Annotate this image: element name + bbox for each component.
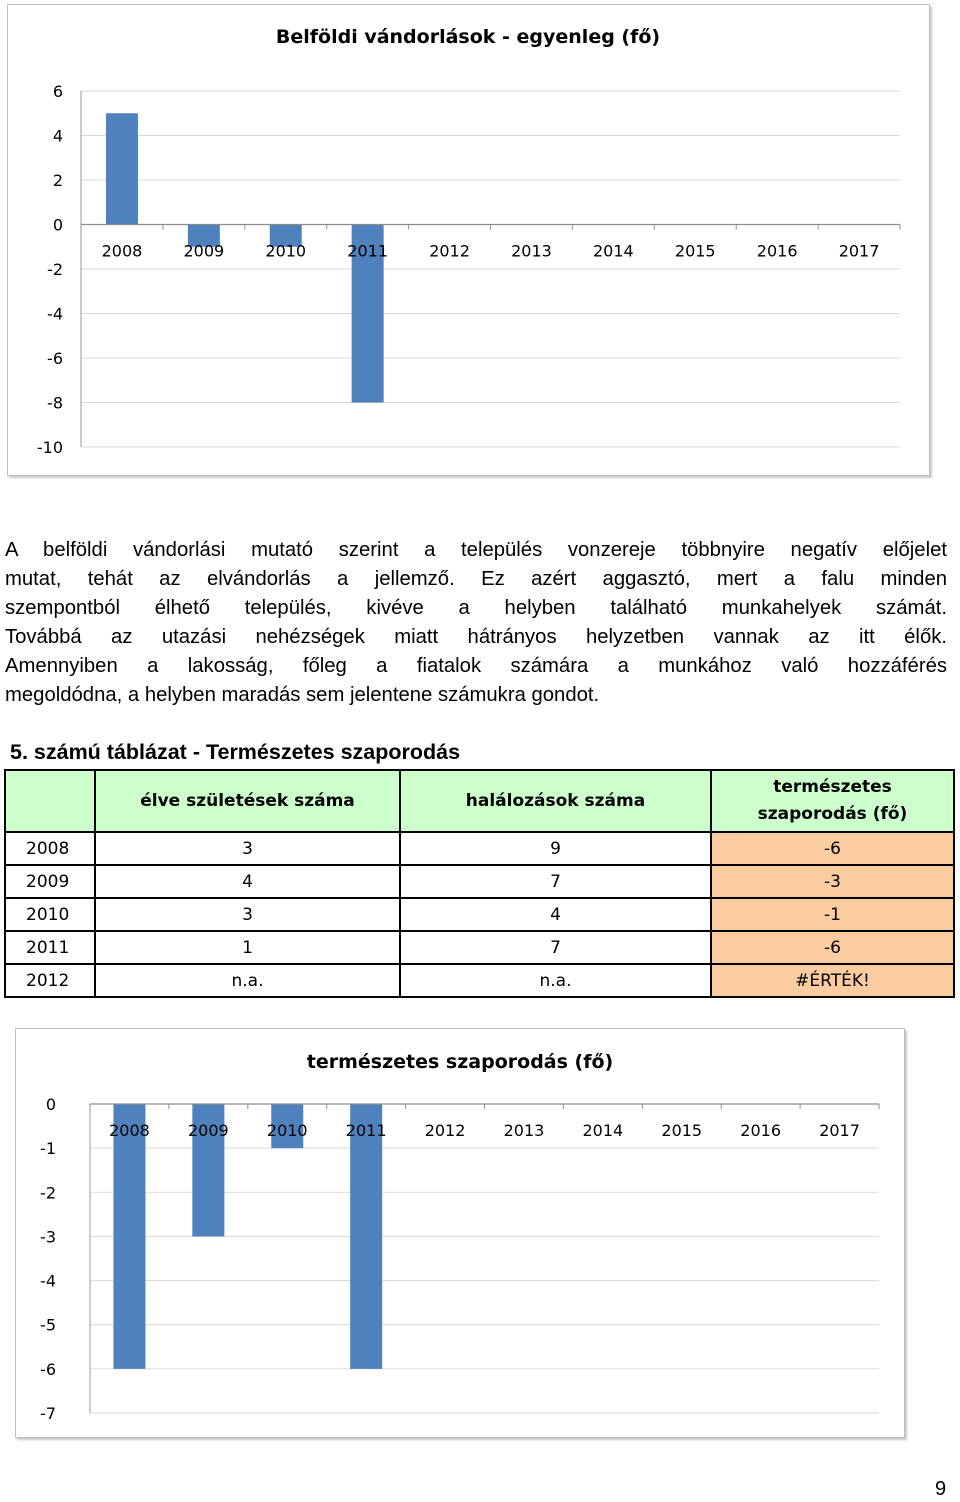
table-cell: 3: [95, 898, 400, 931]
x-tick-label: 2013: [503, 1121, 545, 1140]
paragraph-line: A belföldi vándorlási mutató szerint a település vonzereje többnyire negatív előjelet: [5, 539, 947, 561]
y-tick-label: 6: [52, 82, 63, 101]
table-header-cell: élve születések száma: [95, 770, 400, 832]
y-tick-label: -1: [40, 1139, 56, 1159]
table-cell-year: 2009: [5, 865, 95, 898]
paragraph-line: megoldódna, a helyben maradás sem jelentene számukra gondot.: [5, 684, 600, 706]
table-cell: 9: [400, 832, 711, 865]
x-tick-label: 2011: [347, 241, 389, 261]
x-tick-label: 2017: [819, 1121, 860, 1140]
chart-title: Belföldi vándorlások - egyenleg (fő): [275, 26, 661, 48]
table-cell: 7: [400, 865, 711, 898]
y-tick-label: -4: [40, 1271, 56, 1291]
table-caption: 5. számú táblázat - Természetes szaporodás: [10, 740, 461, 764]
y-tick-label: -10: [36, 438, 63, 457]
bar: [113, 1104, 145, 1369]
table-row: [5, 898, 954, 931]
x-tick-label: 2009: [183, 241, 225, 261]
table-cell-year: 2010: [5, 898, 95, 931]
paragraph-line: Amennyiben a lakosság, főleg a fiatalok számára a munkához való hozzáférés: [5, 655, 947, 677]
y-tick-label: -4: [47, 304, 63, 324]
y-tick-label: 2: [52, 171, 63, 190]
x-tick-label: 2014: [592, 241, 634, 261]
y-tick-label: -8: [47, 393, 63, 413]
x-tick-label: 2014: [582, 1121, 624, 1140]
y-tick-label: -7: [40, 1404, 56, 1423]
table-cell: -1: [711, 898, 954, 931]
table-row: [5, 865, 954, 898]
table-cell: -3: [711, 865, 954, 898]
chart-termeszetes-szaporodas: [15, 1028, 905, 1438]
table-cell: -6: [711, 931, 954, 964]
table-cell: 7: [400, 931, 711, 964]
x-tick-label: 2015: [661, 1121, 703, 1140]
x-tick-label: 2010: [266, 1121, 308, 1140]
x-tick-label: 2008: [101, 241, 143, 261]
y-tick-label: -3: [40, 1227, 56, 1247]
x-tick-label: 2010: [265, 241, 307, 261]
x-tick-label: 2017: [838, 241, 880, 261]
x-tick-label: 2011: [345, 1121, 387, 1140]
table-cell: 4: [400, 898, 711, 931]
y-tick-label: -2: [47, 260, 63, 279]
x-tick-label: 2012: [429, 241, 470, 261]
y-tick-label: -2: [40, 1183, 56, 1203]
table-cell: n.a.: [400, 964, 711, 997]
body-paragraph: [5, 536, 947, 710]
x-tick-label: 2009: [187, 1121, 229, 1140]
table-header-row: [5, 770, 954, 832]
bar: [106, 113, 138, 224]
x-tick-label: 2015: [674, 241, 716, 261]
table-cell-year: 2008: [5, 832, 95, 865]
chart-belfoldi-vandorlasok: [7, 4, 930, 476]
chart-termeszetes-szaporodas-svg: [16, 1029, 904, 1437]
table-header-cell: [5, 770, 95, 832]
y-tick-label: 0: [45, 1095, 56, 1114]
natural-increase-table: [4, 769, 955, 998]
bar: [350, 1104, 382, 1369]
paragraph-line: Továbbá az utazási nehézségek miatt hátrányos helyzetben vannak az itt élők.: [5, 626, 947, 648]
table-cell: 1: [95, 931, 400, 964]
table-cell: 4: [95, 865, 400, 898]
table-cell: #ÉRTÉK!: [711, 964, 954, 997]
y-tick-label: -6: [47, 349, 63, 368]
table-row: [5, 832, 954, 865]
table-row: [5, 964, 954, 997]
table-cell: 3: [95, 832, 400, 865]
y-tick-label: 4: [52, 126, 63, 146]
table-cell: -6: [711, 832, 954, 865]
paragraph-line: mutat, tehát az elvándorlás a jellemző. Ez azért aggasztó, mert a falu minden: [5, 568, 947, 590]
x-tick-label: 2016: [756, 241, 798, 261]
chart-title: természetes szaporodás (fő): [306, 1051, 614, 1073]
y-tick-label: 0: [52, 215, 63, 235]
table-header-cell: természetes szaporodás (fő): [711, 770, 954, 832]
table-header-cell: halálozások száma: [400, 770, 711, 832]
table-cell-year: 2011: [5, 931, 95, 964]
chart-belfoldi-vandorlasok-svg: [8, 5, 929, 475]
paragraph-line: szempontból élhető település, kivéve a helyben található munkahelyek számát.: [5, 597, 947, 619]
y-tick-label: -5: [40, 1315, 56, 1335]
x-tick-label: 2008: [109, 1121, 150, 1140]
page-number: 9: [935, 1478, 947, 1500]
table-row: [5, 931, 954, 964]
table-cell: n.a.: [95, 964, 400, 997]
x-tick-label: 2016: [740, 1121, 782, 1140]
y-tick-label: -6: [40, 1359, 56, 1379]
x-tick-label: 2012: [424, 1121, 466, 1140]
table-cell-year: 2012: [5, 964, 95, 997]
x-tick-label: 2013: [511, 241, 552, 261]
